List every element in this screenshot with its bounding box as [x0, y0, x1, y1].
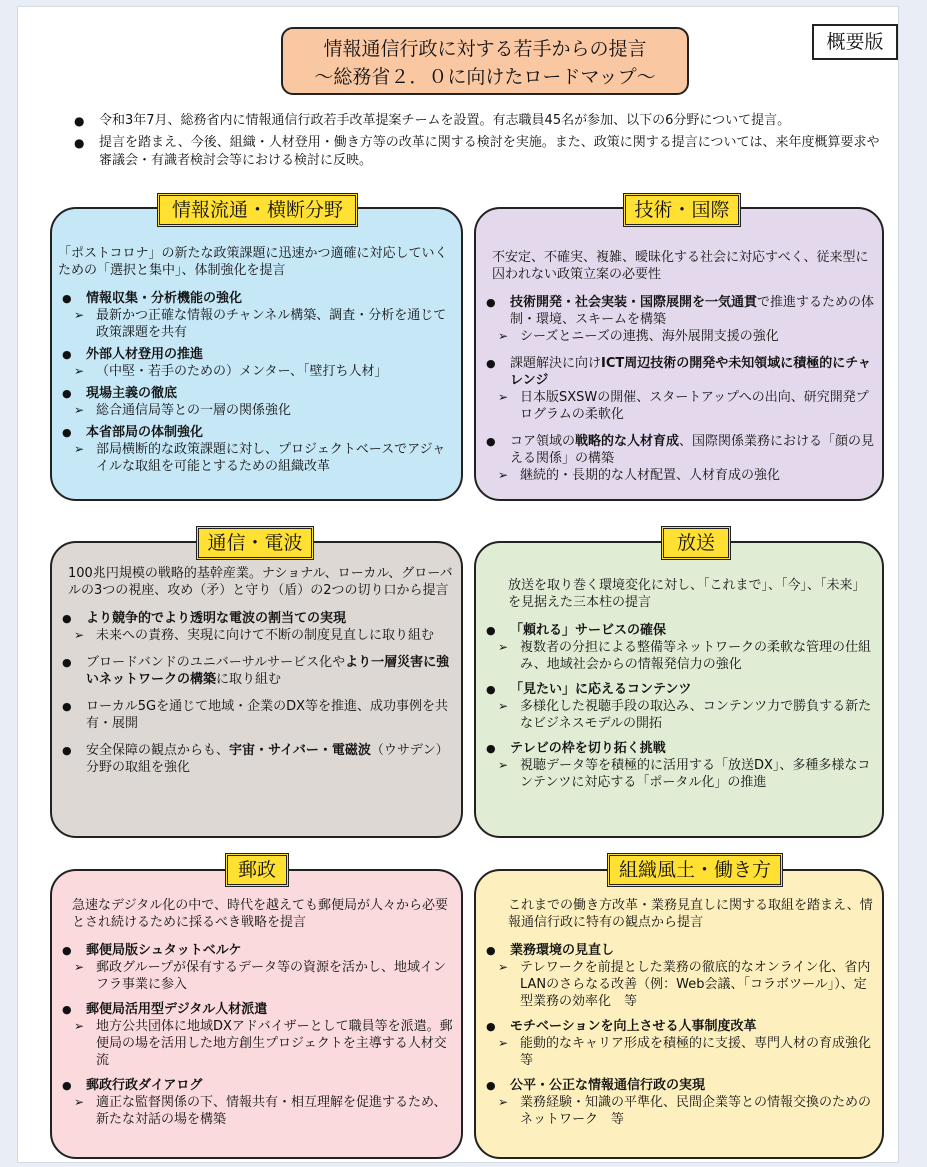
bullet-pre: ブロードバンドのユニバーサルサービス化や — [86, 655, 346, 670]
bullet — [482, 355, 876, 389]
section-broadcast-content — [482, 577, 876, 795]
bullet-bold: 技術開発・社会実装・国際展開を一気通貫 — [510, 295, 758, 310]
section-lead: 100兆円規模の戦略的基幹産業。ナショナル、ローカル、グローバルの3つの視座、攻め（矛）と守り（盾）の2つの切り口から提言 — [68, 566, 453, 598]
title-line-2: ～総務省２．０に向けたロードマップ～ — [314, 66, 656, 88]
intro-item: ● 提言を踏まえ、今後、組織・人材登用・働き方等の改革に関する検討を実施。また、政策に関する提言については、来年度概算要求や審議会・有識者検討会等における検討に反映。 — [68, 134, 888, 170]
section-label: 郵政 — [225, 853, 289, 887]
bullet-pre: コア領域の — [510, 434, 576, 449]
bullet — [482, 294, 876, 328]
title-line-1: 情報通信行政に対する若手からの提言 — [323, 38, 647, 60]
section-culture-content — [482, 897, 885, 1132]
document-title — [281, 27, 689, 95]
bullet: ● 情報収集・分析機能の強化 — [58, 290, 455, 307]
sub-bullet: ➢ テレワークを前提とした業務の徹底的なオンライン化、省内LANのさらなる改善（例：Web会議、「コラボツール」）、定型業務の効率化 等 — [482, 959, 876, 1010]
bullet: ● より競争的でより透明な電波の割当ての実現 — [58, 610, 455, 627]
bullet-pre: 課題解決に向け — [510, 356, 602, 371]
sub-bullet: ➢ 地方公共団体に地域DXアドバイザーとして職員等を派遣。郵便局の場を活用した地方創生プロジェクトを主導する人材交流 — [58, 1018, 455, 1069]
section-culture — [474, 869, 884, 1159]
bullet-rest: に取り組む — [216, 672, 282, 687]
section-telecom-content — [58, 565, 455, 776]
bullet: ● 「見たい」に応えるコンテンツ — [482, 681, 876, 698]
section-broadcast — [474, 541, 884, 838]
section-label: 組織風土・働き方 — [607, 853, 783, 887]
bullet-pre: 安全保障の観点からも、 — [86, 743, 230, 758]
section-info — [50, 207, 463, 501]
sub-bullet: ➢ 未来への責務、実現に向けて不断の制度見直しに取り組む — [58, 627, 455, 644]
section-label: 通信・電波 — [196, 526, 314, 560]
bullet-bold: 宇宙・サイバー・電磁波 — [229, 743, 371, 758]
sub-bullet: ➢ 視聴データ等を積極的に活用する「放送DX」、多種多様なコンテンツに対応する「ポータル化」の推進 — [482, 757, 876, 791]
bullet: ● 郵政行政ダイアログ — [58, 1077, 455, 1094]
section-tech — [474, 207, 884, 501]
section-lead: 不安定、不確実、複雑、曖昧化する社会に対応すべく、従来型に囚われない政策立案の必要性 — [492, 250, 869, 282]
bullet: ● ローカル5Gを通じて地域・企業のDX等を推進、成功事例を共有・展開 — [58, 698, 455, 732]
sub-bullet: ➢ 最新かつ正確な情報のチャンネル構築、調査・分析を通じて政策課題を共有 — [58, 307, 455, 341]
bullet: ● 本省部局の体制強化 — [58, 424, 455, 441]
bullet-rest: で推進するための体制・環境、スキームを構築 — [510, 295, 875, 327]
section-tech-content — [482, 249, 876, 488]
bullet-bold: 戦略的な人材育成 — [575, 434, 680, 449]
bullet: ● 郵便局版シュタットベルケ — [58, 942, 455, 959]
section-label: 情報流通・横断分野 — [157, 193, 358, 227]
bullet-bold: ICT周辺技術の開発や未知領域に積極的にチャレンジ — [510, 356, 871, 388]
document-page — [17, 6, 899, 1163]
bullet-rest: （ウサデン）分野の取組を強化 — [86, 743, 449, 775]
bullet — [482, 433, 876, 467]
bullet: ● 郵便局活用型デジタル人材派遣 — [58, 1001, 455, 1018]
sub-bullet: ➢ 郵政グループが保有するデータ等の資源を活かし、地域インフラ事業に参入 — [58, 959, 455, 993]
section-telecom — [50, 541, 463, 838]
section-postal — [50, 869, 463, 1159]
sub-bullet: ➢ 継続的・長期的な人材配置、人材育成の強化 — [482, 467, 876, 484]
bullet — [58, 742, 455, 776]
section-label: 放送 — [661, 526, 731, 560]
bullet: ● 公平・公正な情報通信行政の実現 — [482, 1077, 876, 1094]
section-lead: これまでの働き方改革・業務見直しに関する取組を踏まえ、情報通信行政に特有の観点から提言 — [508, 898, 873, 930]
sub-bullet: ➢ 能動的なキャリア形成を積極的に支援、専門人材の育成強化 等 — [482, 1035, 876, 1069]
summary-badge: 概要版 — [812, 24, 898, 60]
sub-bullet: ➢ シーズとニーズの連携、海外展開支援の強化 — [482, 328, 876, 345]
sub-bullet: ➢ 業務経験・知識の平準化、民間企業等との情報交換のためのネットワーク 等 — [482, 1094, 876, 1128]
section-info-content — [58, 245, 455, 479]
section-postal-content — [58, 897, 455, 1132]
sub-bullet: ➢ （中堅・若手のための）メンター、「壁打ち人材」 — [58, 363, 455, 380]
bullet: ● 業務環境の見直し — [482, 942, 876, 959]
sub-bullet: ➢ 多様化した視聴手段の取込み、コンテンツ力で勝負する新たなビジネスモデルの開拓 — [482, 698, 876, 732]
sub-bullet: ➢ 総合通信局等との一層の関係強化 — [58, 402, 455, 419]
bullet-bold: より一層災害に強いネットワークの構築 — [86, 655, 450, 687]
section-lead: 急速なデジタル化の中で、時代を越えても郵便局が人々から必要とされ続けるために採るべき戦略を提言 — [72, 898, 448, 930]
bullet: ● モチベーションを向上させる人事制度改革 — [482, 1018, 876, 1035]
intro-item: ● 令和3年7月、総務省内に情報通信行政若手改革提案チームを設置。有志職員45名が参加、以下の6分野について提言。 — [68, 112, 888, 130]
section-lead: 放送を取り巻く環境変化に対し、「これまで」、「今」、「未来」を見据えた三本柱の提言 — [508, 578, 866, 610]
bullet: ● テレビの枠を切り拓く挑戦 — [482, 740, 876, 757]
bullet: ● 外部人材登用の推進 — [58, 346, 455, 363]
section-lead: 「ポストコロナ」の新たな政策課題に迅速かつ適確に対応していくための「選択と集中」、体制強化を提言 — [58, 246, 448, 278]
section-label: 技術・国際 — [623, 193, 741, 227]
bullet — [58, 654, 455, 688]
bullet-rest: 、国際関係業務における「顔の見える関係」の構築 — [510, 434, 875, 466]
sub-bullet: ➢ 部局横断的な政策課題に対し、プロジェクトベースでアジャイルな取組を可能とするための組織改革 — [58, 441, 455, 475]
bullet: ● 現場主義の徹底 — [58, 385, 455, 402]
sub-bullet: ➢ 日本版SXSWの開催、スタートアップへの出向、研究開発プログラムの柔軟化 — [482, 389, 876, 423]
bullet: ● 「頼れる」サービスの確保 — [482, 622, 876, 639]
sub-bullet: ➢ 複数者の分担による整備等ネットワークの柔軟な管理の仕組み、地域社会からの情報発信力の強化 — [482, 639, 876, 673]
intro-list — [68, 112, 888, 174]
sub-bullet: ➢ 適正な監督関係の下、情報共有・相互理解を促進するため、新たな対話の場を構築 — [58, 1094, 455, 1128]
